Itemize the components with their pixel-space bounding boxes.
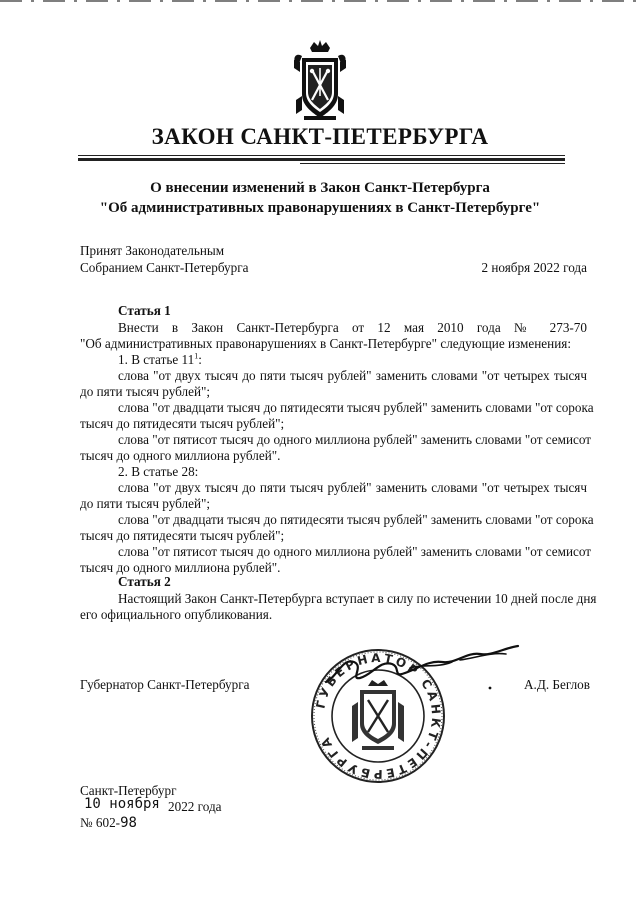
law-subtitle-line2: "Об административных правонарушениях в Санкт-Петербурге" <box>99 200 541 216</box>
footer-date-handwritten: 10 ноября <box>84 796 160 812</box>
item2-replacement3-line1: слова "от пятисот тысяч до одного миллиона рублей" заменить словами "от семисот <box>118 544 592 559</box>
item2-replacement2-line1: слова "от двадцати тысяч до пятидесяти тысяч рублей" заменить словами "от сорока <box>118 512 594 527</box>
governor-position: Губернатор Санкт-Петербурга <box>80 677 250 692</box>
item1-replacement1-line2: до пяти тысяч рублей"; <box>80 384 211 399</box>
article-1-item1-suffix: : <box>198 352 202 367</box>
spb-coat-of-arms-icon <box>288 38 352 122</box>
item2-replacement1-line1: слова "от двух тысяч до пяти тысяч рублей" заменить словами "от четырех тысяч <box>118 480 587 495</box>
article-1-intro-line2: "Об административных правонарушениях в Санкт-Петербурге" следующие изменения: <box>80 336 572 351</box>
law-title: ЗАКОН САНКТ-ПЕТЕРБУРГА <box>151 124 489 149</box>
title-rule-top <box>78 155 565 156</box>
item1-replacement3-line2: тысяч до одного миллиона рублей". <box>80 448 281 463</box>
item2-replacement3-line2: тысяч до одного миллиона рублей". <box>80 560 281 575</box>
article-2-text-line1: Настоящий Закон Санкт-Петербурга вступает в силу по истечении 10 дней после дня <box>118 591 597 606</box>
item1-replacement2-line2: тысяч до пятидесяти тысяч рублей"; <box>80 416 285 431</box>
article-1-item1 <box>80 351 587 368</box>
article-2-heading: Статья 2 <box>118 574 171 589</box>
item2-replacement1-line2: до пяти тысяч рублей"; <box>80 496 211 511</box>
item2-replacement2-line2: тысяч до пятидесяти тысяч рублей"; <box>80 528 285 543</box>
item1-replacement3-line1: слова "от пятисот тысяч до одного миллиона рублей" заменить словами "от семисот <box>118 432 592 447</box>
footer-number <box>80 814 137 832</box>
governor-name: А.Д. Беглов <box>524 677 590 692</box>
adoption-date: 2 ноября 2022 года <box>481 260 587 275</box>
footer-city: Санкт-Петербург <box>80 783 177 798</box>
article-2-text-line2: его официального опубликования. <box>80 607 273 622</box>
footer-number-prefix: № 602- <box>80 815 121 830</box>
article-1-item1-sup: 1 <box>194 351 199 361</box>
item1-replacement2-line1: слова "от двадцати тысяч до пятидесяти тысяч рублей" заменить словами "от сорока <box>118 400 594 415</box>
footer-number-handwritten: 98 <box>120 815 137 831</box>
article-1-item1-prefix: 1. В статье 11 <box>118 352 195 367</box>
title-rule-bottom <box>300 163 565 164</box>
title-rule-thick <box>78 158 565 161</box>
article-1-intro-line1: Внести в Закон Санкт-Петербурга от 12 мая 2010 года № 273-70 <box>118 320 587 335</box>
scan-edge-mark <box>0 0 640 6</box>
footer-year: 2022 года <box>168 799 222 814</box>
item1-replacement1-line1: слова "от двух тысяч до пяти тысяч рублей" заменить словами "от четырех тысяч <box>118 368 587 383</box>
article-1-item2: 2. В статье 28: <box>118 464 199 479</box>
adoption-line2: Собранием Санкт-Петербурга <box>80 260 249 275</box>
law-subtitle-line1: О внесении изменений в Закон Санкт-Петербурга <box>150 180 490 196</box>
handwritten-signature-icon <box>320 640 530 690</box>
article-1-heading: Статья 1 <box>118 303 171 318</box>
adoption-line1: Принят Законодательным <box>80 243 225 258</box>
svg-text:ГУБЕРНАТОР САНКТ-ПЕТЕРБУРГА: ГУБЕРНАТОР САНКТ-ПЕТЕРБУРГА <box>313 650 444 782</box>
